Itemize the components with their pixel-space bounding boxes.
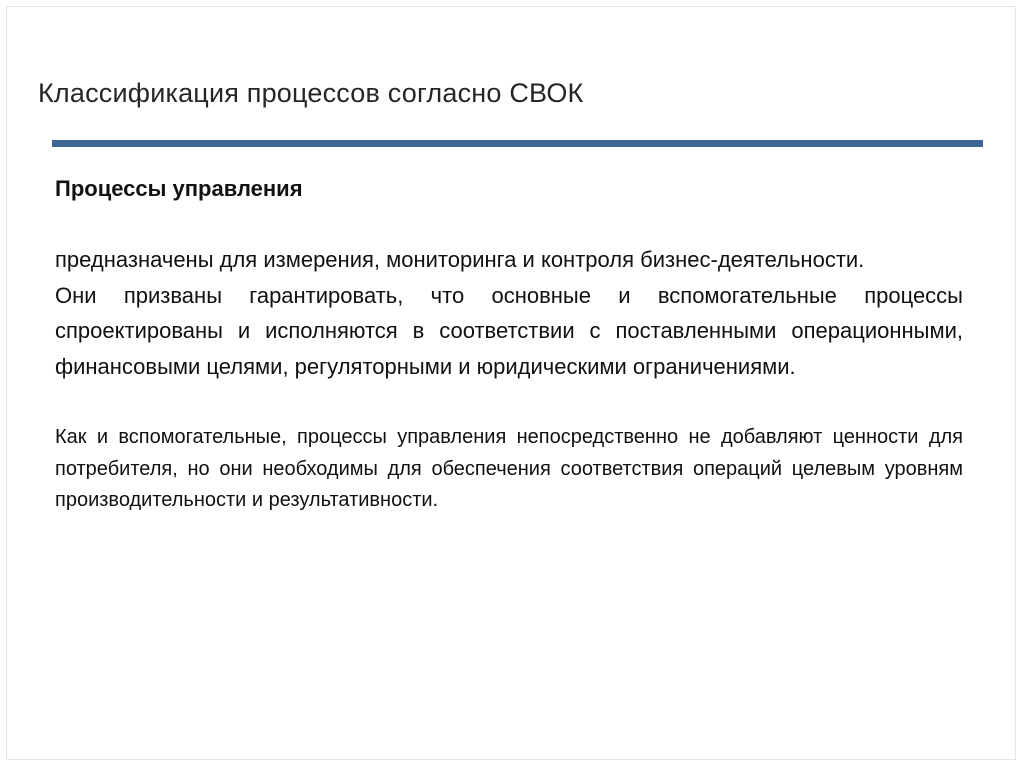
slide-content [55, 172, 963, 517]
paragraph-value-note: Как и вспомогательные, процессы управления непосредственно не добавляют ценности для потребителя, но они необходимы для обеспечения соответствия операций целевым уровням производительности и результативности. [55, 426, 963, 511]
title-divider [52, 140, 983, 147]
paragraph-purpose: Они призваны гарантировать, что основные и вспомогательные процессы спроектированы и исполняются в соответствии с поставленными операционными, финансовыми целями, регуляторными и юридическими ограничениями. [55, 282, 963, 379]
section-heading: Процессы управления [55, 176, 303, 201]
paragraph-definition: предназначены для измерения, мониторинга и контроля бизнес-деятельности. [55, 247, 865, 272]
slide-title: Классификация процессов согласно СВОК [38, 78, 584, 108]
